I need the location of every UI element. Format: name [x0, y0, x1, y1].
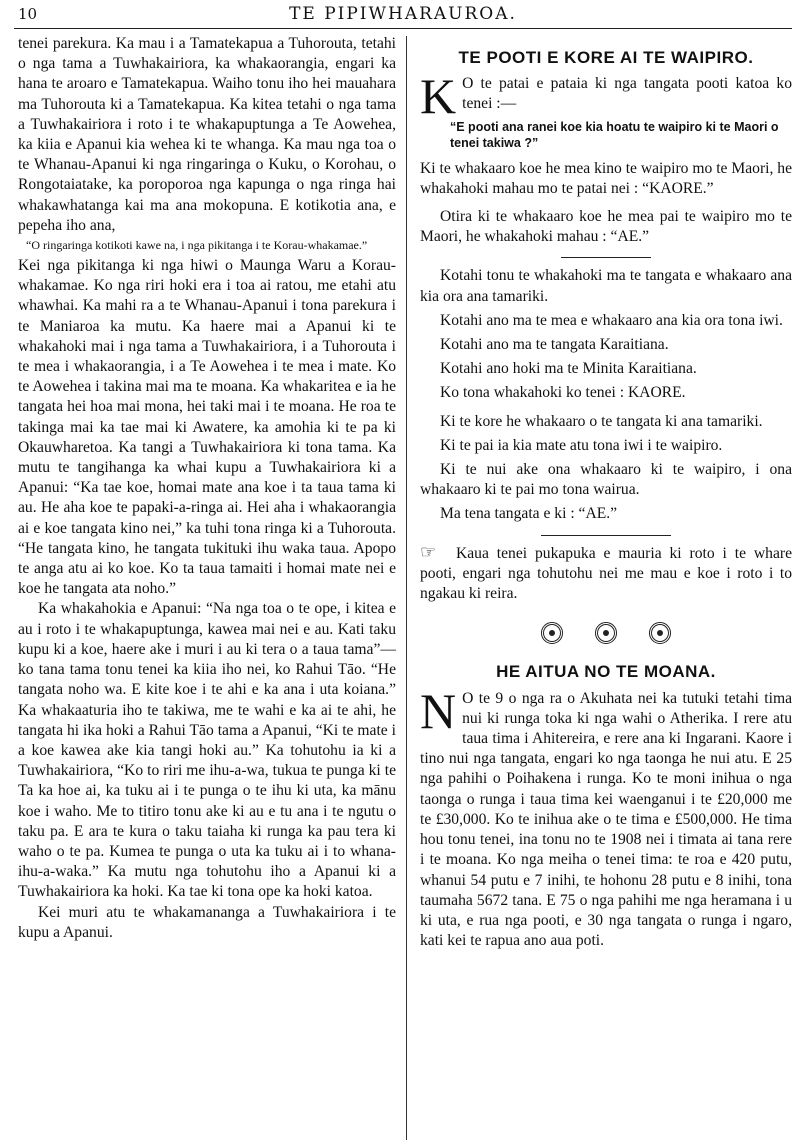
body-paragraph: Kei muri atu te whakamananga a Tuwhakairiora i te kupu a Apanui. [18, 903, 396, 941]
body-paragraph: Ki te kore he whakaaro o te tangata ki ana tamariki. [440, 412, 763, 430]
notice-paragraph [420, 541, 792, 605]
body-paragraph: Kotahi ano hoki ma te Minita Karaitiana. [440, 360, 697, 378]
left-column [18, 34, 396, 943]
section-rule [541, 535, 671, 536]
page-header [14, 2, 792, 29]
column-divider [406, 36, 407, 1140]
article-text: O te 9 o nga ra o Akuhata nei ka tutuki tetahi tima nui ki runga toka ki nga wahi o Atherika. I rere atu taua tima i Ahitereira, e rere ana ki Ingarani. Kaore i tino nui nga tangata, engari ko nga taonga he nui atu. E 25 nga pahihi o Poihakena i runga. Ko te moni inihua o nga taonga o runga i taua tima kei waenganui i te £20,000 me te £30,000. Ko te inihua ake o te tima e £500,000. He tima hou tonu tenei, ina tonu no te 1908 nei i timata ai tana rere i te moana. Ko nga meiha o tenei tima: te roa e 420 putu, whanui 54 putu e 7 inihi, te hohonu 28 putu e 8 inihi, tona taumaha 5672 tana. E 75 o nga pahihi me nga heramana i u ki uta, e rua nga pooti, e 30 nga tangata o runga i ngaro, kati kei te rapua ano aua poti. [420, 689, 792, 950]
rosette-ornament-icon [541, 622, 563, 644]
body-paragraph: Kotahi ano ma te tangata Karaitiana. [440, 336, 669, 354]
body-paragraph: Ka whakahokia e Apanui: “Na nga toa o te ope, i kitea e au i roto i te whakapuptunga, kawea mai nei e au. Kati taku kupu ki a koe, haere ake i muri i au ki tera o a taua tama”—ko tana tama tonu tenei ka kiia iho nei, ko Rahui Tāo. “He tangata noho wa. E kite koe i te ahi e ka ana i uta koiana.” Ka whakaaturia iho te takiwa, me te wahi e ka ai te ahi, he tangata hi ika hoki a Rahui Tāo tama a Apanui, “Ki te mate i a koe kawea ake kia tangi hoki au.” Ka tohutohu ia ki a Tuwhakairiora, “Ko to riri me ihu-a-wa, tukua te punga ki te Ta ka hoe ai, ka tuku ai i te punga o te ihu ki uta, ka mānu koe i waho. Me to titiro tonu ake ki au e tu ana i te ngutu o taku pa. E ara te kura o taku taiaha ki runga ka pau tera ki waho o te pa. Kumea te punga o uta ka tuku ai i to whana-ihu-a-waka.” Ka mutu nga tohutohu iho a Apanui ki a Tuwhakairiora ka hoki. Ka tae ki tona ope ka hoki katoa. [18, 600, 396, 901]
article-title-aitua: HE AITUA NO TE MOANA. [496, 662, 716, 682]
article-intro [420, 68, 792, 125]
article-body [420, 682, 792, 952]
body-paragraph: Ki te whakaaro koe he mea kino te waipiro mo te Maori, he whakahoki mahau mo te patai nei : “KAORE.” [420, 159, 792, 197]
drop-cap: N [420, 682, 457, 739]
song-caption: “O ringaringa kotikoti kawe na, i nga pikitanga i te Korau-whakamae.” [26, 238, 368, 253]
ballot-question: “E pooti ana ranei koe kia hoatu te waipiro ki te Maori o tenei takiwa ?” [450, 119, 779, 150]
article-title-pooti: TE POOTI E KORE AI TE WAIPIRO. [458, 48, 754, 67]
section-rule [561, 257, 651, 258]
body-paragraph: Kei nga pikitanga ki nga hiwi o Maunga Waru a Korau-whakamae. Ko nga riri hoki era i toa ai ratou, me etahi atu whawhai. Ka mahi ra a te Whanau-Apanui i tona parekura i te Maniaroa ka mutu. Ka haere mai a Apanui ki te whakahoki mai i nga tama a Tuwhakairiora, i a Tuhorouta i te mea i whakaorangia, i a Te Aowehea i te mea i mate. Ko te Aowehea i takina mai ma te moana. Ka whakaritea e ia he tangata hei hoa mai mona, hei taki mai i te moana. He roa te takinga mai ka tae mai ki Awatere, ka amohia ki te pa ki Okauwharetoa. Ka tangi a Tuwhakairiora ki tona tama. Ka mutu te tangihanga ka whai kupu a Tuwhakairiora ki a Apanui: “Ka tae koe, homai mate ana koe i ta taua tama ki au. He aha koe te papaki-a-ringa ai. Hei aha i whakaorangia ai e koe tangata kino nei,” ka tuhi tona ringa ki a Tuhorouta. “He tangata kino, he tangata tukituki ihu waka taua. Apopo te anga atu ai ko koe. Ko ta taua tamaiti i homai mate nei e koe he tangata ata noho.” [18, 257, 396, 598]
body-paragraph: Otira ki te whakaaro koe he mea pai te waipiro mo te Maori, he whakahoki mahau : “AE.” [420, 208, 792, 246]
rosette-ornament-icon [649, 622, 671, 644]
pointing-hand-icon: ☞ [420, 541, 437, 562]
ornament-row [420, 622, 792, 650]
body-paragraph: Ki te pai ia kia mate atu tona iwi i te waipiro. [440, 436, 723, 454]
right-column [420, 34, 792, 951]
notice-text: Kaua tenei pukapuka e mauria ki roto i te whare pooti, engari nga tohutohu nei me mau e koe i roto i to ngakau ki reira. [420, 544, 792, 603]
page-number: 10 [18, 5, 38, 23]
rosette-ornament-icon [595, 622, 617, 644]
body-paragraph: Ma tena tangata e ki : “AE.” [440, 505, 618, 523]
body-paragraph: Kotahi tonu te whakahoki ma te tangata e whakaaro ana kia ora ana tamariki. [420, 267, 792, 305]
intro-text: O te patai e pataia ki nga tangata pooti katoa ko tenei :— [462, 75, 792, 113]
body-paragraph: tenei parekura. Ka mau i a Tamatekapua a Tuhorouta, tetahi o nga tama a Tuwhakairiora, ka whakaorangia, engari ka hana te aroaro e Tamatekapua. Waiho tonu iho hei mauahara ma Tuhorouta ki a Tamatekapua. Ka kitea tetahi o nga tama a Tuwhakairiora i roto i te whakapuptunga a Te Aowehea, ka kiia e Apanui kia wehea ki te whanga. Ka mau nga toa o te Whanau-Apanui ki nga ringaringa o Kuku, o Korohau, o Rongotaiatake, ka poroporoa nga kapunga o nga ringa hai whakawhatanga kai ma ana mokopuna. E kotikotia ana, e pepeha iho ana, [18, 35, 396, 234]
body-paragraph: Ki te nui ake ona whakaaro ki te waipiro, i ona whakaaro ki te pai mo tona wairua. [420, 461, 792, 499]
drop-cap: K [420, 68, 457, 125]
body-paragraph: Ko tona whakahoki ko tenei : KAORE. [440, 384, 686, 402]
body-paragraph: Kotahi ano ma te mea e whakaaro ana kia ora tona iwi. [440, 311, 783, 329]
running-title: TE PIPIWHARAUROA. [289, 4, 517, 24]
